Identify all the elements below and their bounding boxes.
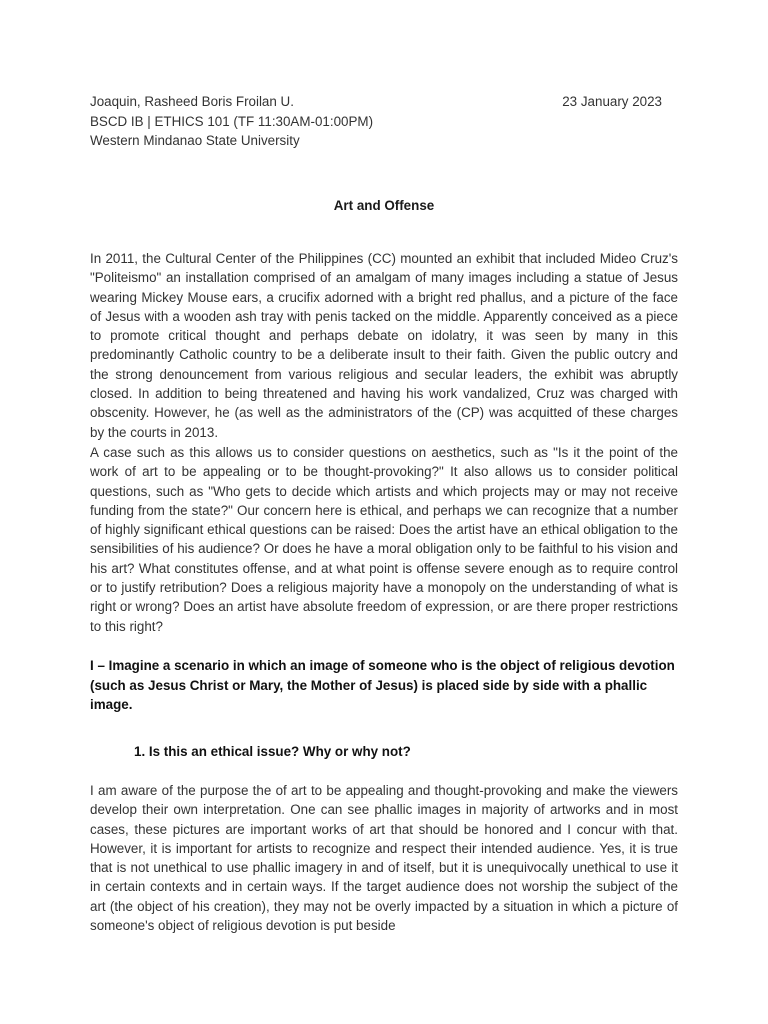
paragraph-intro: In 2011, the Cultural Center of the Philippines (CC) mounted an exhibit that included Mideo Cruz's "Politeismo" an installation comprised of an amalgam of many images including a statue of Jesus wearing Mickey Mouse ears, a crucifix adorned with a bright red phallus, and a picture of the face of Jesus with a wooden ash tray with penis tacked on the middle. Apparently conceived as a piece to promote critical thought and perhaps debate on idolatry, it was seen by many in this predominantly Catholic country to be a deliberate insult to their faith. Given the public outcry and the strong denouncement from various religious and secular leaders, the exhibit was abruptly closed. In addition to being threatened and having his work vandalized, Cruz was charged with obscenity. However, he (as well as the administrators of the (CP) was acquitted of these charges by the courts in 2013.: [90, 251, 678, 440]
document-header: [90, 92, 662, 151]
course-info: BSCD IB | ETHICS 101 (TF 11:30AM-01:00PM): [90, 113, 374, 129]
author-name: Joaquin, Rasheed Boris Froilan U.: [90, 94, 294, 109]
header-first-row: [90, 92, 662, 112]
document-title: Art and Offense: [333, 198, 435, 213]
scenario-prompt: I – Imagine a scenario in which an image of someone who is the object of religious devotion (such as Jesus Christ or Mary, the Mother of Jesus) is placed side by side with a phallic image.: [90, 658, 675, 712]
paragraph-answer: I am aware of the purpose the of art to be appealing and thought-provoking and make the viewers develop their own interpretation. One can see phallic images in majority of artworks and in most cases, these pictures are important works of art that should be honored and I concur with that. However, it is important for artists to recognize and respect their intended audience. Yes, it is true that is not unethical to use phallic imagery in and of itself, but it is unequivocally unethical to use it in certain contexts and in certain ways. If the target audience does not worship the subject of the art (the object of his creation), they may not be overly impacted by a situation in which a picture of someone's object of religious devotion is put beside: [90, 783, 678, 934]
question-1: 1. Is this an ethical issue? Why or why not?: [134, 744, 411, 759]
paragraph-questions: A case such as this allows us to consider questions on aesthetics, such as "Is it the point of the work of art to be appealing or to be thought-provoking?" It also allows us to consider political questions, such as "Who gets to decide which artists and which projects may or may not receive funding from the state?" Our concern here is ethical, and perhaps we can recognize that a number of highly significant ethical questions can be raised: Does the artist have an ethical obligation to the sensibilities of his audience? Or does he have a moral obligation only to be faithful to his vision and his art? What constitutes offense, and at what point is offense severe enough as to require control or to justify retribution? Does a religious majority have a monopoly on the understanding of what is right or wrong? Does an artist have absolute freedom of expression, or are there proper restrictions to this right?: [90, 445, 678, 634]
document-date: 23 January 2023: [562, 94, 662, 109]
school-name: Western Mindanao State University: [90, 133, 300, 148]
